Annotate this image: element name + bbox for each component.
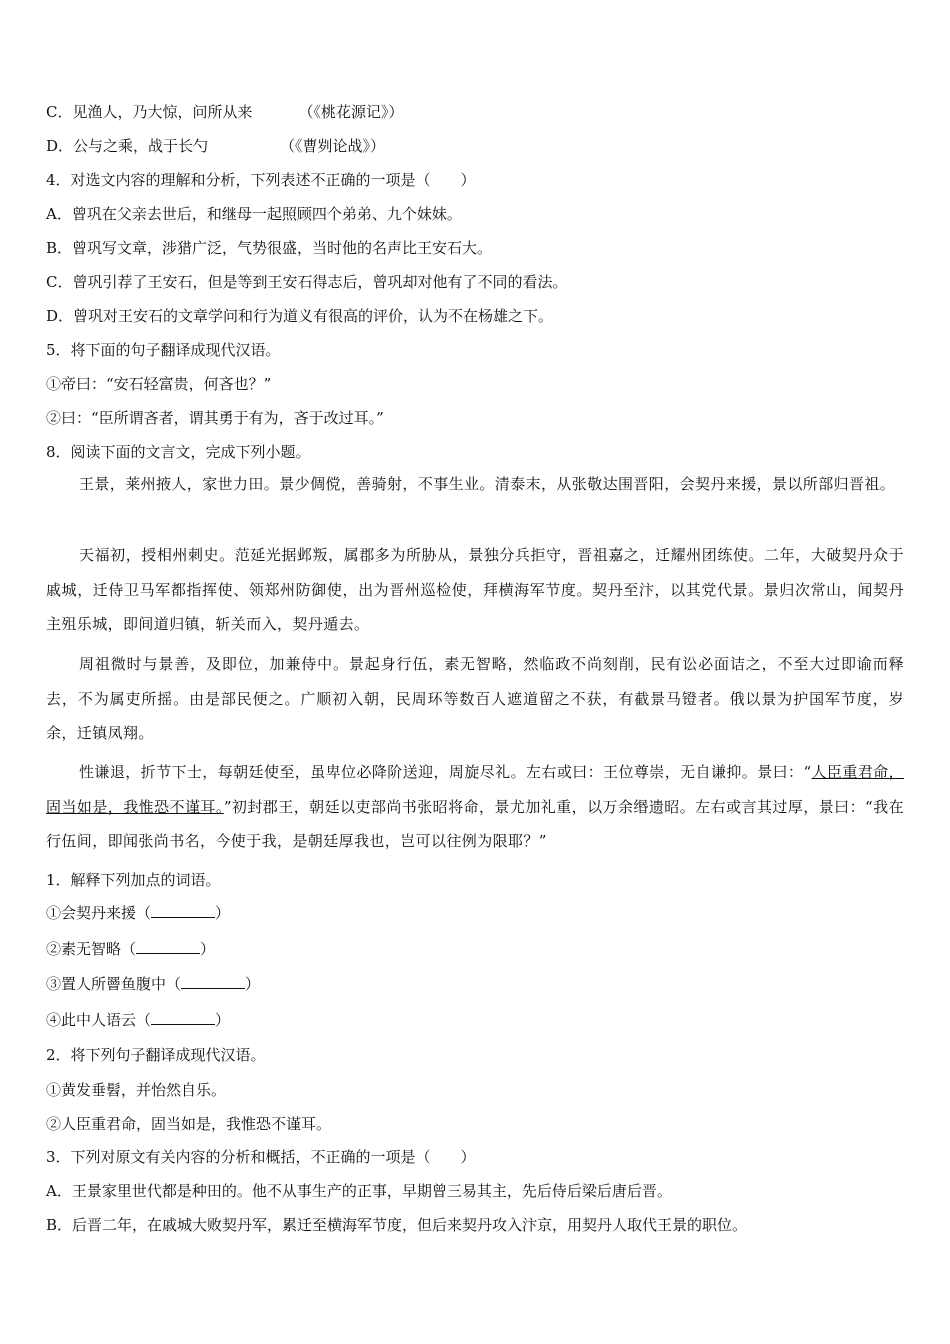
q1-item-4-text: ④此中人语云（ xyxy=(46,1011,152,1029)
passage-paragraph-1: 王景，莱州掖人，家世力田。景少倜傥，善骑射，不事生业。清泰末，从张敬达围晋阳，会契丹来援，景以所部归晋祖。 xyxy=(79,475,896,493)
passage-paragraph-2: 天福初，授相州刺史。范延光据邺叛，属郡多为所胁从，景独分兵拒守，晋祖嘉之，迁耀州团练使。二年，大破契丹众于戚城，迁侍卫马军都指挥使、领郑州防御使，出为晋州巡检使，拜横海军节度。契丹至汴，以其党代景。景归次常山，闻契丹主殂乐城，即间道归镇，斩关而入，契丹遁去。 xyxy=(46,546,904,633)
q1-item-4 xyxy=(46,1010,230,1030)
question-5-item-2: ②曰：“臣所谓吝者，谓其勇于有为，吝于改过耳。” xyxy=(46,409,384,427)
option-c-source: （《桃花源记》） xyxy=(298,103,404,121)
underlined-sentence: 人臣重君命，固当如是，我惟恐不谨耳。 xyxy=(46,763,904,816)
q3-option-a: A．王景家里世代都是种田的。他不从事生产的正事，早期曾三易其主，先后侍后梁后唐后晋。 xyxy=(46,1182,672,1200)
q1-item-3-close: ） xyxy=(245,975,261,993)
q1-item-1-close: ） xyxy=(215,904,231,922)
option-c-line xyxy=(46,102,404,122)
option-d-line xyxy=(46,136,385,156)
question-5-item-1: ①帝曰：“安石轻富贵，何吝也？” xyxy=(46,375,272,393)
q1-item-1-text: ①会契丹来援（ xyxy=(46,904,152,922)
paragraph-4-closing: ”初封郡王，朝廷以吏部尚书张昭将命，景尤加礼重，以万余缗遗昭。左右或言其过厚，景曰：“我在行伍间，即闻张尚书名，今使于我，是朝廷厚我也，岂可以往例为限耶？” xyxy=(46,797,904,850)
section-8-intro: 8．阅读下面的文言文，完成下列小题。 xyxy=(46,443,311,461)
q1-item-3 xyxy=(46,974,260,994)
answer-blank[interactable] xyxy=(151,1010,215,1025)
answer-blank[interactable] xyxy=(151,903,215,918)
option-d-source: （《曹刿论战》） xyxy=(280,137,386,155)
q2-item-2: ②人臣重君命，固当如是，我惟恐不谨耳。 xyxy=(46,1115,332,1133)
q1-stem: 1．解释下列加点的词语。 xyxy=(46,871,221,889)
passage-paragraph-4 xyxy=(46,755,904,859)
answer-blank[interactable] xyxy=(181,974,245,989)
q1-item-3-text: ③置人所罾鱼腹中（ xyxy=(46,975,182,993)
question-4-option-c: C．曾巩引荐了王安石，但是等到王安石得志后，曾巩却对他有了不同的看法。 xyxy=(46,273,568,291)
q1-item-2-text: ②素无智略（ xyxy=(46,940,137,958)
paragraph-4-opening: 性谦退，折节下士，每朝廷使至，虽卑位必降阶送迎，周旋尽礼。左右或曰：王位尊崇，无自谦抑。景曰：“ xyxy=(79,763,812,781)
question-4-stem: 4．对选文内容的理解和分析，下列表述不正确的一项是（ ） xyxy=(46,171,476,189)
question-4-option-d: D．曾巩对王安石的文章学问和行为道义有很高的评价，认为不在杨雄之下。 xyxy=(46,307,554,325)
q3-stem: 3．下列对原文有关内容的分析和概括，不正确的一项是（ ） xyxy=(46,1148,476,1166)
question-4-option-b: B．曾巩写文章，涉猎广泛，气势很盛，当时他的名声比王安石大。 xyxy=(46,239,493,257)
q2-item-1: ①黄发垂髫，并怡然自乐。 xyxy=(46,1081,227,1099)
q3-option-b: B．后晋二年，在戚城大败契丹军，累迁至横海军节度，但后来契丹攻入汴京，用契丹人取代王景的职位。 xyxy=(46,1216,748,1234)
question-5-stem: 5．将下面的句子翻译成现代汉语。 xyxy=(46,341,281,359)
q1-item-1 xyxy=(46,903,230,923)
q1-item-4-close: ） xyxy=(215,1011,231,1029)
question-4-option-a: A．曾巩在父亲去世后，和继母一起照顾四个弟弟、九个妹妹。 xyxy=(46,205,462,223)
option-d-text: D．公与之乘，战于长勺 xyxy=(46,137,209,155)
option-c-text: C．见渔人，乃大惊，问所从来 xyxy=(46,103,253,121)
q1-item-2-close: ） xyxy=(200,940,216,958)
q1-item-2 xyxy=(46,939,215,959)
passage-paragraph-3: 周祖微时与景善，及即位，加兼侍中。景起身行伍，素无智略，然临政不尚刻削，民有讼必面诘之，不至大过即谕而释去，不为属吏所摇。由是部民便之。广顺初入朝，民周环等数百人遮道留之不获，有截景马镫者。俄以景为护国军节度，岁余，迁镇凤翔。 xyxy=(46,655,904,742)
answer-blank[interactable] xyxy=(136,939,200,954)
q2-stem: 2．将下列句子翻译成现代汉语。 xyxy=(46,1046,266,1064)
